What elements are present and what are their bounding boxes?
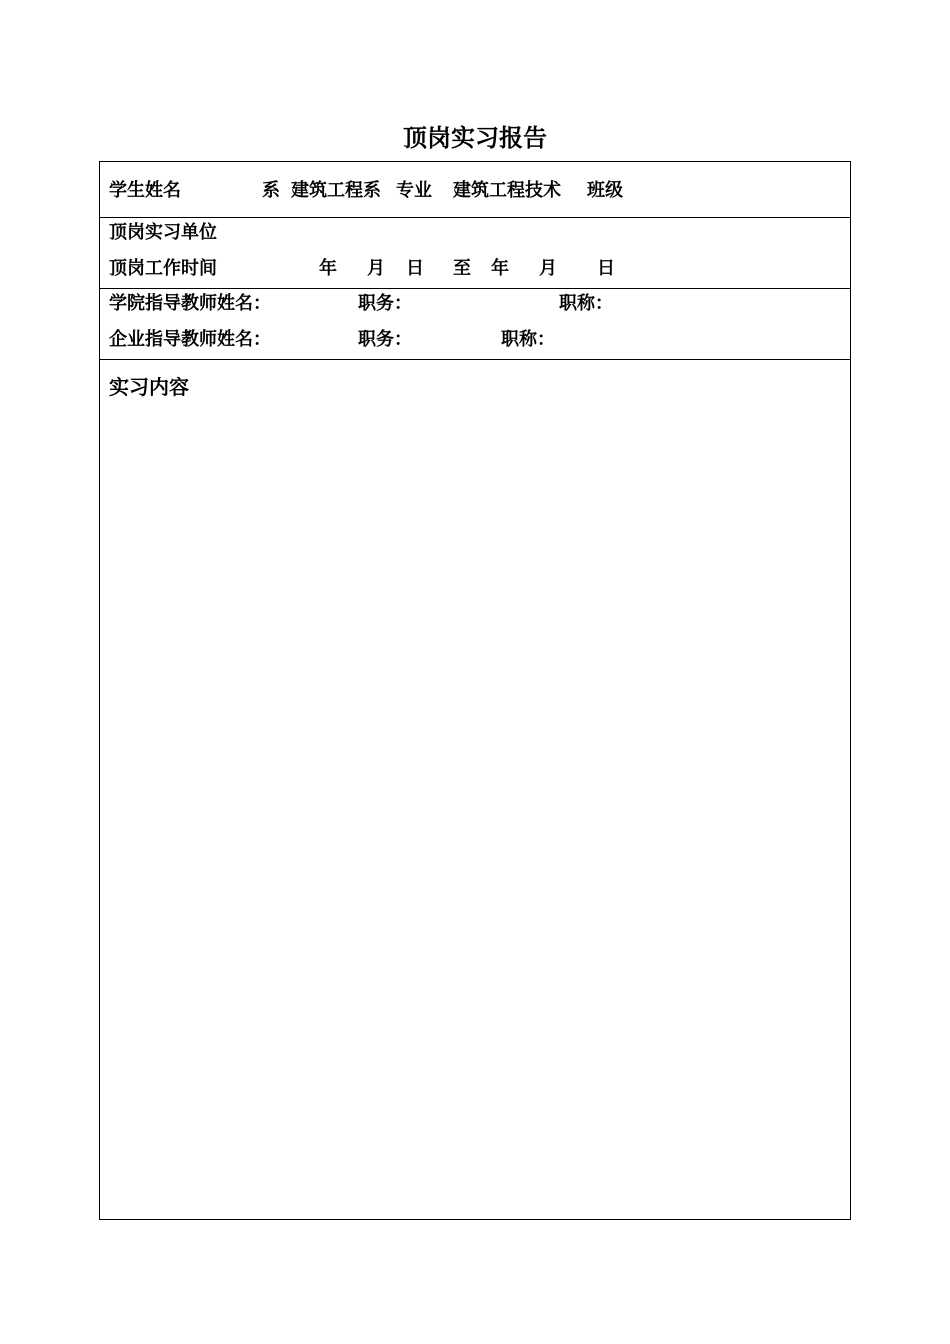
time-label: 顶岗工作时间: [109, 258, 217, 279]
internship-unit-row: [100, 217, 850, 288]
company-position-label: 职务：: [358, 329, 412, 350]
to-label: 至: [453, 258, 471, 279]
company-teacher-label: 企业指导教师姓名：: [109, 329, 271, 350]
major-value: 建筑工程技术: [453, 180, 561, 201]
content-heading: 实习内容: [109, 375, 189, 399]
start-year-label: 年: [319, 258, 337, 279]
teacher-info-row: [100, 288, 850, 359]
start-day-label: 日: [406, 258, 424, 279]
page-title: 顶岗实习报告: [403, 124, 547, 152]
college-position-label: 职务：: [358, 293, 412, 314]
college-title-label: 职称：: [559, 293, 613, 314]
major-label: 专业: [396, 180, 432, 201]
end-year-label: 年: [491, 258, 509, 279]
class-label: 班级: [587, 180, 623, 201]
company-title-label: 职称：: [501, 329, 555, 350]
internship-content-section: [100, 359, 850, 1220]
student-name-label: 学生姓名: [109, 180, 181, 201]
unit-label: 顶岗实习单位: [109, 222, 217, 243]
start-month-label: 月: [367, 258, 385, 279]
department-suffix: 系: [262, 180, 280, 201]
student-info-row: [100, 162, 850, 217]
department-value: 建筑工程系: [291, 180, 381, 201]
report-form: [99, 161, 851, 1220]
end-month-label: 月: [539, 258, 557, 279]
college-teacher-label: 学院指导教师姓名：: [109, 293, 271, 314]
end-day-label: 日: [597, 258, 615, 279]
